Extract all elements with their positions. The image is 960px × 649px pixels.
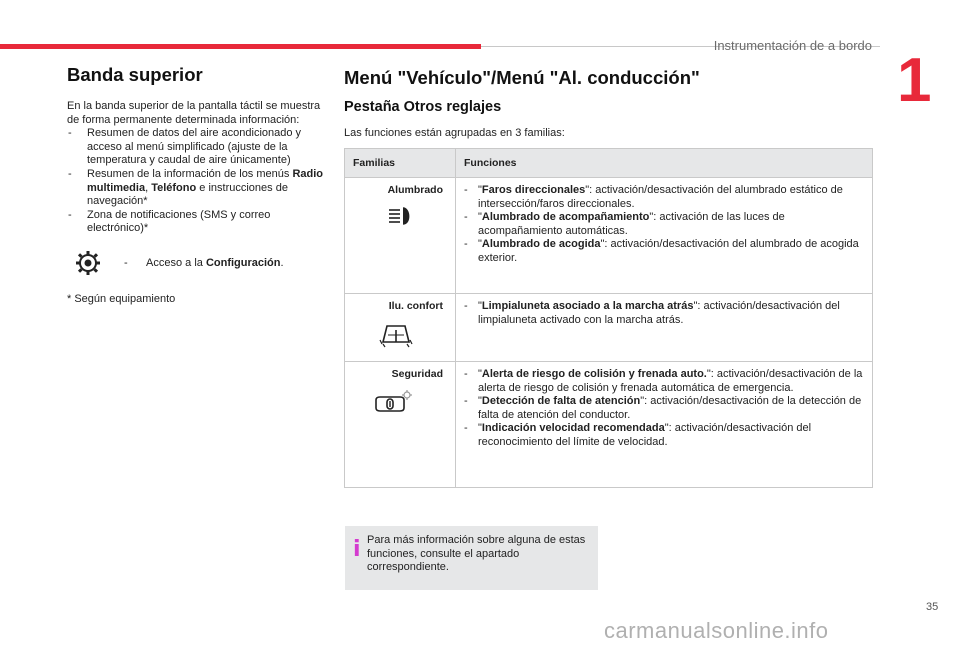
functions-cell — [456, 178, 873, 294]
watermark: carmanualsonline.info — [604, 618, 829, 643]
list-item: - "Faros direccionales": activación/desactivación del alumbrado estático de intersección/faros direccionales. — [464, 184, 864, 211]
left-title: Banda superior — [67, 64, 203, 85]
family-name: Ilu. confort — [388, 300, 443, 312]
table-row — [345, 362, 873, 488]
table-row — [345, 294, 873, 362]
functions-cell — [456, 362, 873, 488]
right-intro: Las funciones están agrupadas en 3 familias: — [344, 127, 565, 139]
left-intro: En la banda superior de la pantalla táctil se muestra de forma permanente determinada información: — [67, 100, 321, 126]
chapter-number: 1 — [897, 46, 932, 115]
settings-row — [67, 248, 323, 278]
driver-assist-icon — [353, 390, 443, 416]
family-name: Seguridad — [391, 368, 443, 380]
info-box — [345, 526, 598, 590]
header-funciones: Funciones — [456, 149, 873, 178]
header-red-bar — [0, 44, 481, 49]
header-familias: Familias — [345, 149, 456, 178]
functions-cell — [456, 294, 873, 362]
left-column — [67, 64, 323, 305]
footnote: * Según equipamiento — [67, 292, 176, 305]
family-cell — [345, 178, 456, 294]
table-header-row — [345, 149, 873, 178]
info-icon: i — [353, 537, 361, 562]
list-item: - "Limpialuneta asociado a la marcha atrás": activación/desactivación del limpialuneta activado con la marcha atrás. — [464, 300, 864, 327]
rear-wiper-icon — [353, 322, 443, 348]
settings-text: - Acceso a la Configuración. — [124, 256, 284, 269]
section-title: Instrumentación de a bordo — [713, 38, 872, 53]
list-item: - "Alumbrado de acompañamiento": activación de las luces de acompañamiento automáticas. — [464, 211, 864, 238]
table-row — [345, 178, 873, 294]
list-item: - Resumen de datos del aire acondicionado y acceso al menú simplificado (ajuste de la temperatura y caudal de aire únicamente) — [67, 127, 323, 168]
family-cell — [345, 362, 456, 488]
page-number: 35 — [926, 601, 939, 613]
right-title: Menú "Vehículo"/Menú "Al. conducción" — [344, 67, 700, 88]
family-name: Alumbrado — [387, 184, 443, 196]
right-subtitle: Pestaña Otros reglajes — [344, 99, 502, 115]
right-column — [344, 68, 874, 488]
list-item: - Zona de notificaciones (SMS y correo electrónico)* — [67, 209, 323, 236]
left-list — [67, 127, 323, 236]
list-item: - "Indicación velocidad recomendada": activación/desactivación del reconocimiento del límite de velocidad. — [464, 422, 864, 449]
families-table — [344, 148, 873, 488]
list-item: - "Alerta de riesgo de colisión y frenada auto.": activación/desactivación de la alerta de riesgo de colisión y frenada automática de emergencia. — [464, 368, 864, 395]
list-item: - "Detección de falta de atención": activación/desactivación de la detección de falta de atención del conductor. — [464, 395, 864, 422]
list-item: - "Alumbrado de acogida": activación/desactivación del alumbrado de acogida exterior. — [464, 238, 864, 265]
headlight-icon — [353, 206, 443, 226]
family-cell — [345, 294, 456, 362]
info-text: Para más información sobre alguna de estas funciones, consulte el apartado correspondiente. — [367, 534, 586, 574]
list-item: - Resumen de la información de los menús Radio multimedia, Teléfono e instrucciones de navegación* — [67, 168, 323, 209]
gear-icon — [66, 248, 110, 278]
